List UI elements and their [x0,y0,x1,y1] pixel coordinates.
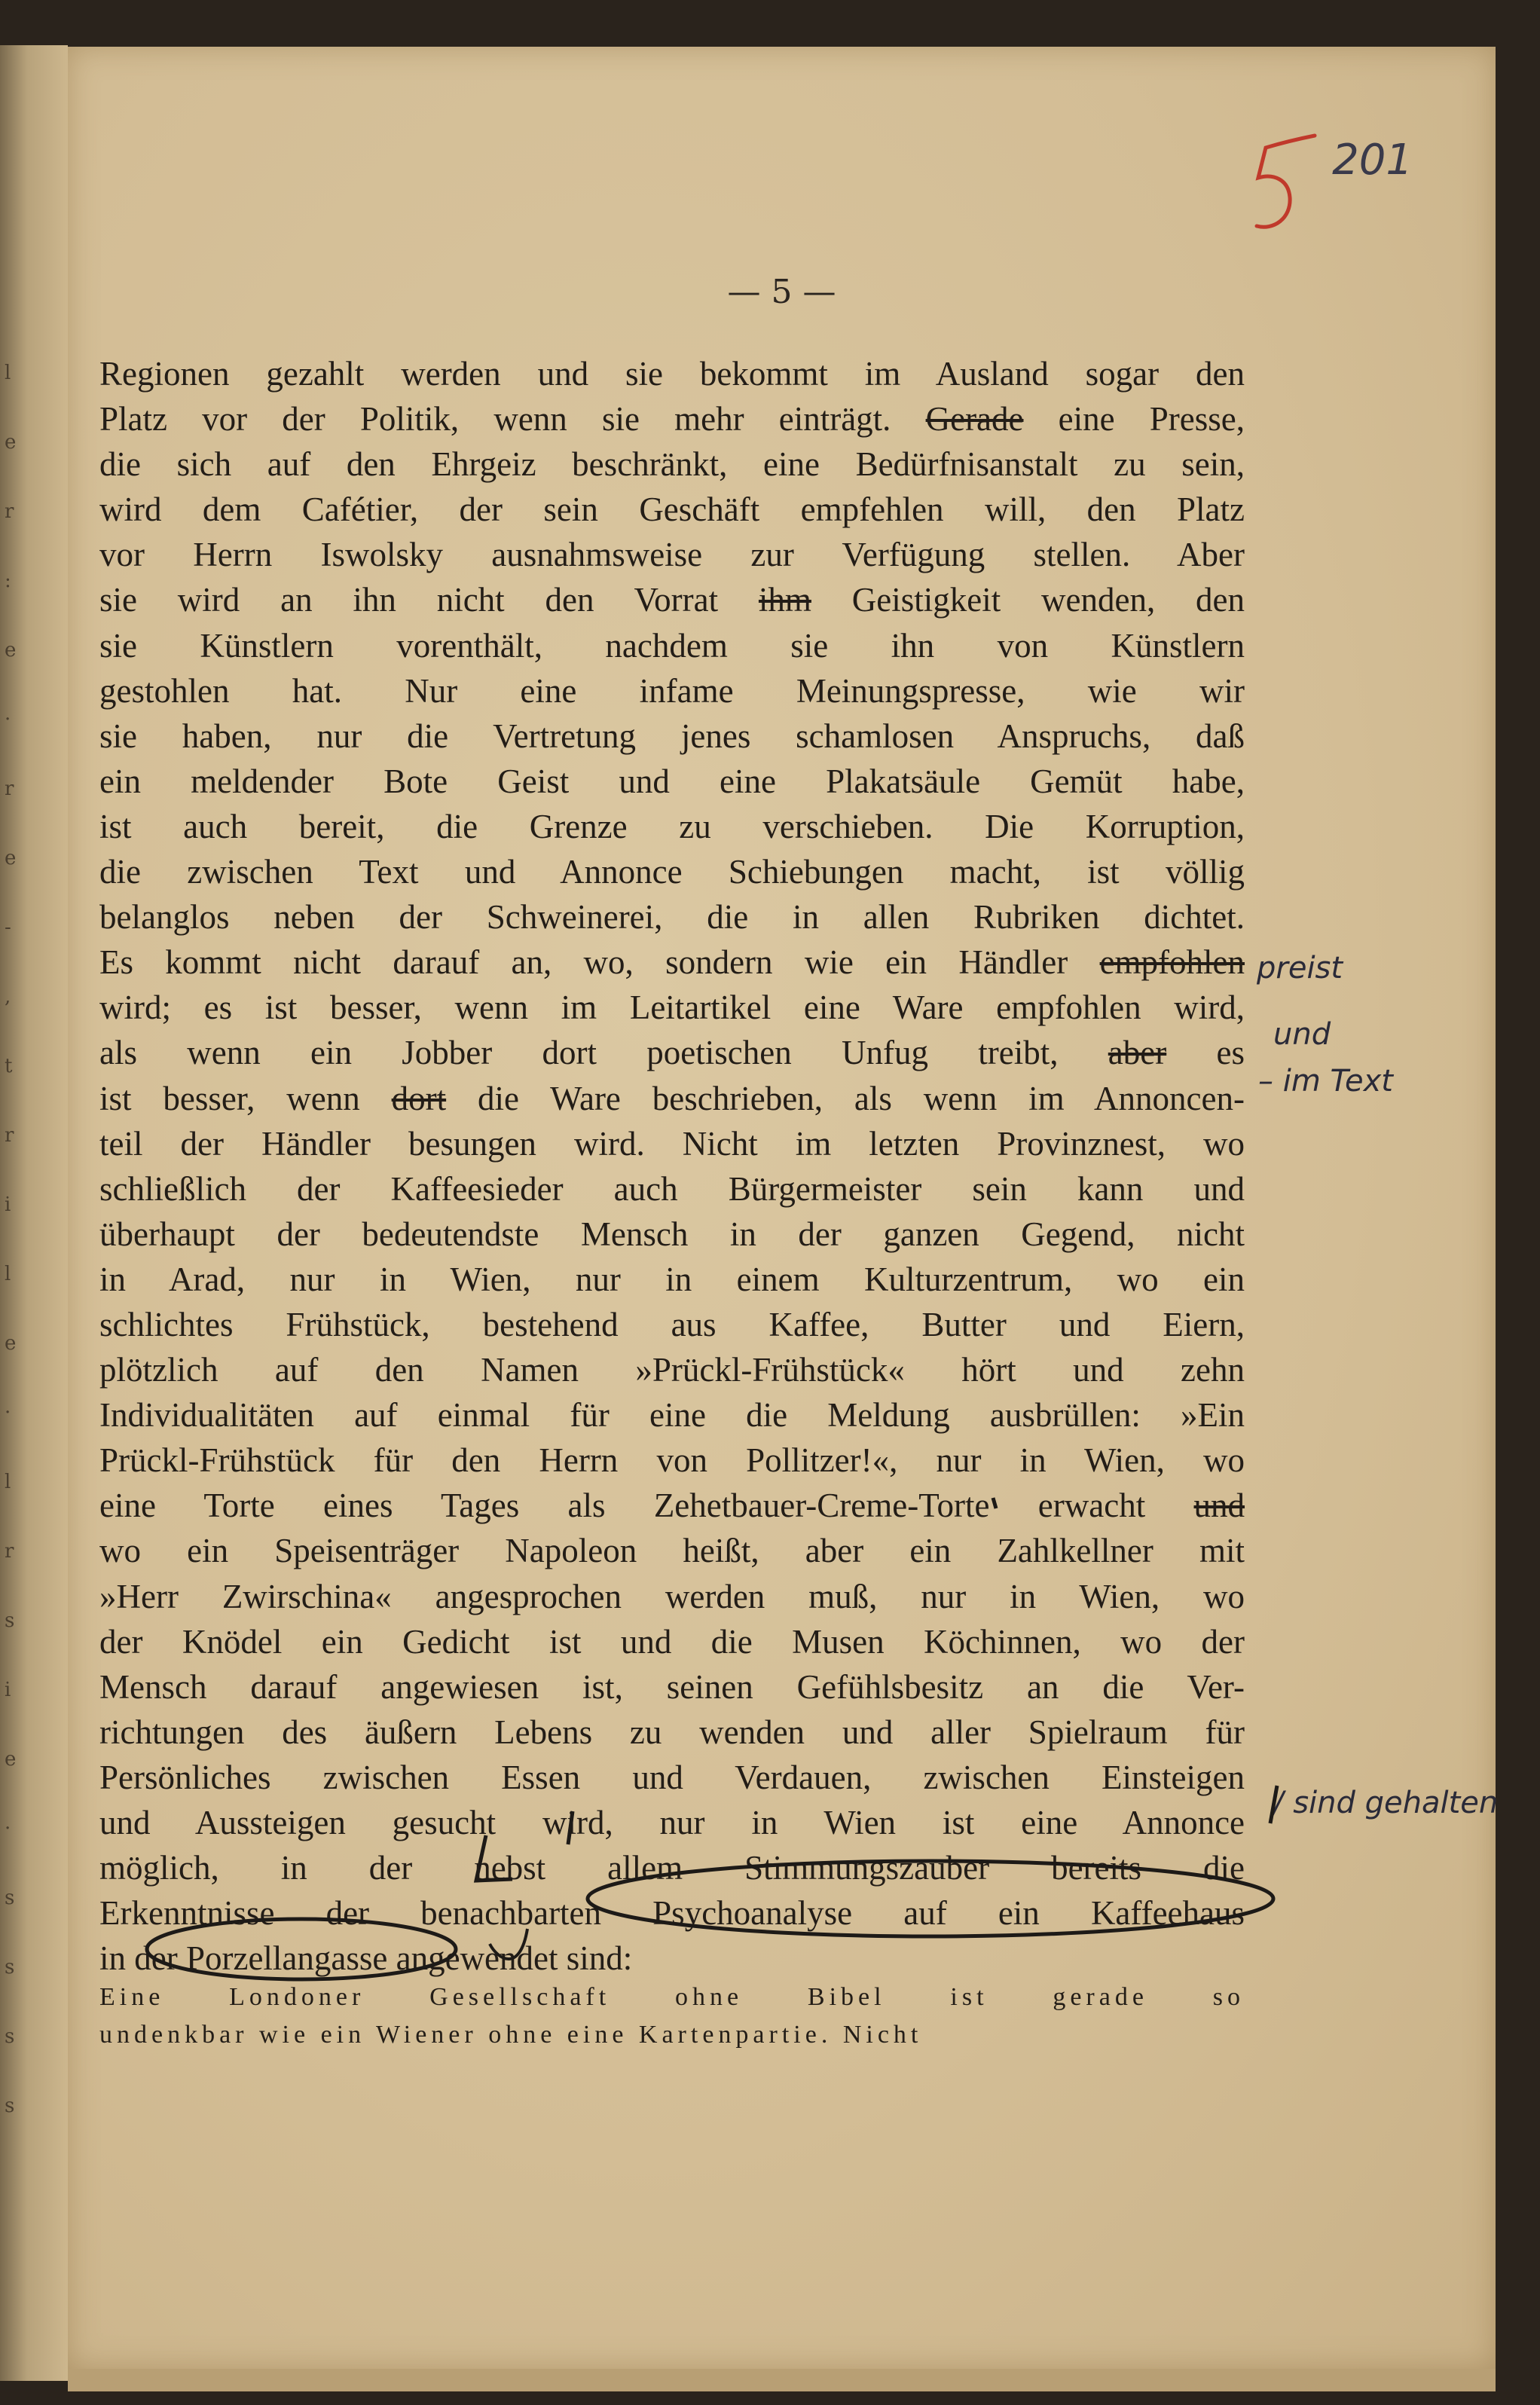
text-line: Individualitäten auf einmal für eine die Meldung ausbrüllen: »Ein [99,1396,1245,1435]
text-line: richtungen des äußern Lebens zu wenden und aller Spielraum für [99,1713,1245,1751]
text-line: schließlich der Kaffeesieder auch Bürgermeister sein kann und [99,1169,1245,1208]
edge-char: s [5,1956,15,1979]
edge-char: e [5,1748,17,1771]
margin-note: und [1273,1017,1331,1052]
text-line: die zwischen Text und Annonce Schiebungen macht, ist völlig [99,853,1245,891]
edge-char: r [5,1540,14,1563]
edge-char: s [5,1609,15,1632]
text-line: Es kommt nicht darauf an, wo, sondern wie ein Händler empfohlen [99,943,1245,982]
struck-word: Gerade [925,400,1024,439]
text-line: Persönliches zwischen Essen und Verdauen, zwischen Einsteigen [99,1758,1245,1796]
text-line: überhaupt der bedeutendste Mensch in der ganzen Gegend, nicht [99,1215,1245,1253]
text-line: Regionen gezahlt werden und sie bekommt im Ausland sogar den [99,355,1245,393]
edge-char: · [5,1817,11,1840]
margin-note: – im Text [1258,1064,1393,1099]
edge-char: : [5,570,11,592]
text-line: die sich auf den Ehrgeiz beschränkt, eine Bedürfnisanstalt zu sein, [99,445,1245,484]
text-line: sie Künstlern vorenthält, nachdem sie ihn von Künstlern [99,626,1245,665]
text-line: wird dem Cafétier, der sein Geschäft empfehlen will, den Platz [99,490,1245,529]
edge-char: i [5,1679,11,1701]
handwritten-folio-number: 201 [1332,136,1413,185]
edge-char: · [5,708,11,731]
text-line: plötzlich auf den Namen »Prückl-Frühstück« hört und zehn [99,1351,1245,1389]
edge-char: r [5,1124,14,1147]
text-line: undenkbar wie ein Wiener ohne eine Kartenpartie. Nicht [99,2021,923,2049]
adjacent-page-edge [0,45,68,2381]
text-line: belanglos neben der Schweinerei, die in allen Rubriken dichtet. [99,898,1245,937]
text-line: Platz vor der Politik, wenn sie mehr einträgt. Gerade eine Presse, [99,400,1245,439]
struck-word: aber [1108,1034,1167,1072]
text-line: ein meldender Bote Geist und eine Plakatsäule Gemüt habe, [99,762,1245,800]
text-line: möglich, in der nebst allem Stimmungszauber bereits die [99,1849,1245,1887]
struck-word: ihm [758,581,811,619]
edge-char: , [5,986,11,1008]
edge-char: e [5,431,17,454]
text-line: wird; es ist besser, wenn im Leitartikel eine Ware empfohlen wird, [99,989,1245,1027]
text-line: in Arad, nur in Wien, nur in einem Kulturzentrum, wo ein [99,1260,1245,1298]
edge-char: i [5,1193,11,1216]
text-line: teil der Händler besungen wird. Nicht im letzten Provinznest, wo [99,1124,1245,1163]
edge-char: - [5,916,11,939]
text-line: eine Torte eines Tages als Zehetbauer-Creme-Torte erwacht und [99,1487,1245,1525]
edge-char: e [5,847,17,869]
struck-word: empfohlen [1099,943,1245,982]
text-line: und Aussteigen gesucht wird, nur in Wien ist eine Annonce [99,1804,1245,1841]
margin-note: preist [1257,951,1343,986]
text-line: schlichtes Frühstück, bestehend aus Kaffee, Butter und Eiern, [99,1305,1245,1343]
text-line: wo ein Speisenträger Napoleon heißt, aber ein Zahlkellner mit [99,1532,1245,1570]
edge-char: l [5,1471,11,1493]
text-line: der Knödel ein Gedicht ist und die Musen Köchinnen, wo der [99,1622,1245,1661]
edge-char: s [5,2025,15,2048]
edge-char: r [5,778,14,800]
text-line: ist besser, wenn dort die Ware beschrieben, als wenn im Annoncen- [99,1079,1245,1117]
text-line: Prückl-Frühstück für den Herrn von Pollitzer!«, nur in Wien, wo [99,1441,1245,1480]
text-line: »Herr Zwirschina« angesprochen werden muß, nur in Wien, wo [99,1577,1245,1615]
text-line: Erkenntnisse der benachbarten Psychoanalyse auf ein Kaffeehaus [99,1894,1245,1933]
spaced-quote-text [99,1979,1245,2054]
edge-char: s [5,2095,15,2117]
printed-page-number: — 5 — [727,273,836,311]
text-line: gestohlen hat. Nur eine infame Meinungspresse, wie wir [99,671,1245,710]
text-line: Eine Londoner Gesellschaft ohne Bibel ist gerade so [99,1983,1245,2011]
text-line: in der Porzellangasse angewendet sind: [99,1939,633,1978]
edge-char: s [5,1887,15,1909]
text-line: als wenn ein Jobber dort poetischen Unfug treibt, aber es [99,1034,1245,1072]
text-line: Mensch darauf angewiesen ist, seinen Gefühlsbesitz an die Ver- [99,1667,1245,1706]
body-text [99,351,1245,1981]
margin-note: / sind gehalten [1273,1786,1499,1820]
struck-word: und [1193,1487,1245,1525]
edge-char: · [5,1401,11,1424]
edge-char: l [5,1263,11,1285]
text-line: ist auch bereit, die Grenze zu verschieben. Die Korruption, [99,807,1245,845]
text-line: sie haben, nur die Vertretung jenes schamlosen Anspruchs, daß [99,717,1245,755]
edge-char: l [5,362,11,384]
struck-word: dort [391,1079,447,1117]
edge-char: e [5,1332,17,1355]
page-bottom-edge [68,2369,1496,2391]
edge-char: t [5,1055,13,1077]
edge-char: e [5,639,17,662]
text-line: sie wird an ihn nicht den Vorrat ihm Geistigkeit wenden, den [99,581,1245,619]
text-line: vor Herrn Iswolsky ausnahmsweise zur Verfügung stellen. Aber [99,536,1245,574]
edge-char: r [5,500,14,523]
